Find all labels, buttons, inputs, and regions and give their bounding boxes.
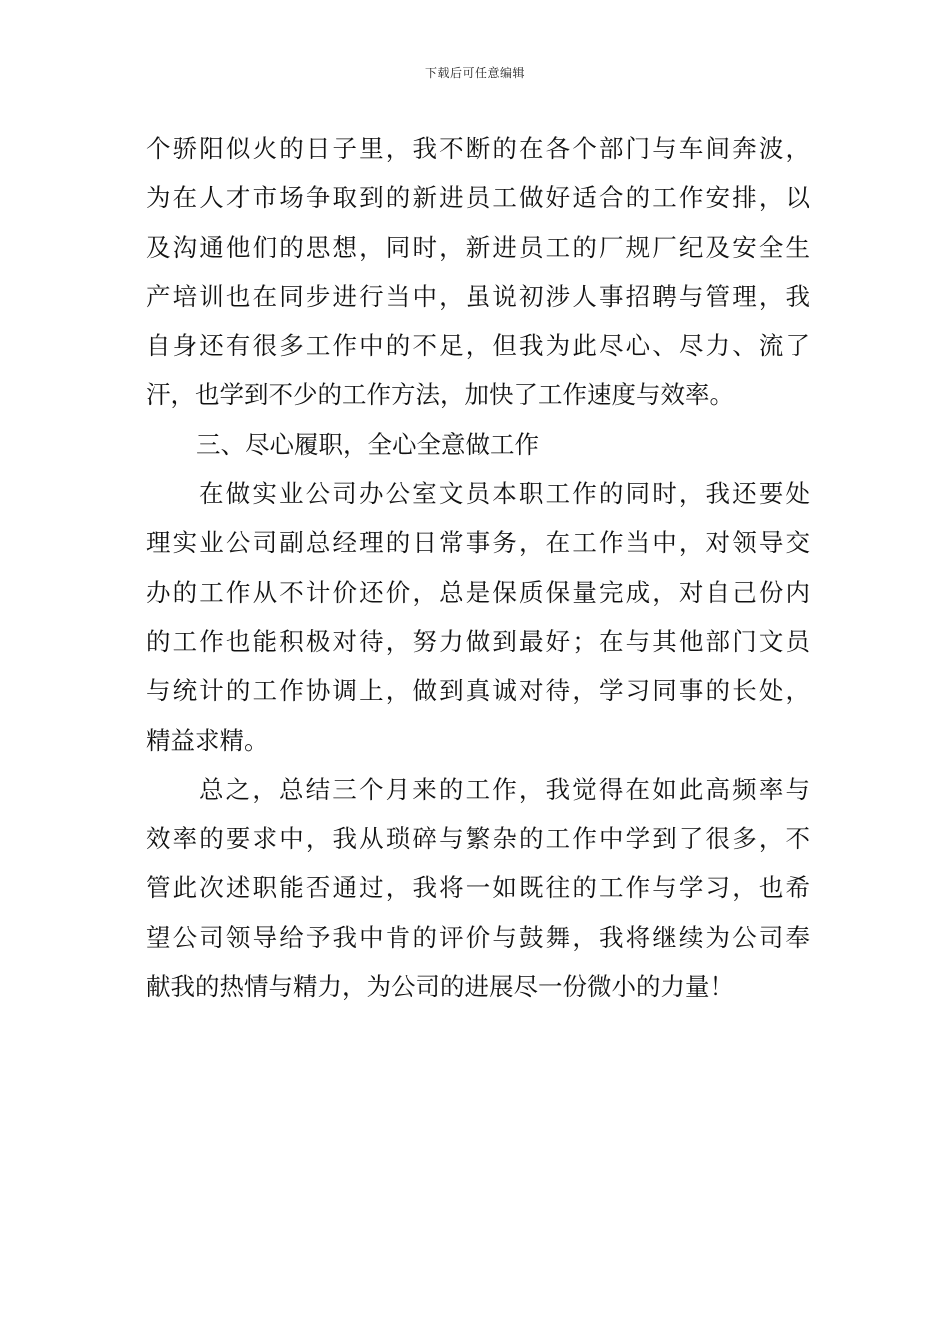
text-line: 与统计的工作协调上，做到真诚对待，学习同事的长处，: [146, 676, 810, 706]
text-line: 管此次述职能否通过，我将一如既往的工作与学习，也希: [146, 873, 810, 903]
text-line: 汗，也学到不少的工作方法，加快了工作速度与效率。: [146, 380, 734, 410]
text-line: 的工作也能积极对待，努力做到最好；在与其他部门文员: [146, 626, 810, 656]
text-line: 在做实业公司办公室文员本职工作的同时，我还要处: [199, 479, 810, 509]
text-line: 献我的热情与精力，为公司的进展尽一份微小的力量！: [146, 972, 734, 1002]
page-header: 下载后可任意编辑: [424, 66, 525, 80]
text-line: 及沟通他们的思想，同时，新进员工的厂规厂纪及安全生: [146, 232, 810, 262]
text-line: 为在人才市场争取到的新进员工做好适合的工作安排，以: [146, 183, 810, 213]
text-line: 产培训也在同步进行当中，虽说初涉人事招聘与管理，我: [146, 281, 810, 311]
text-line: 自身还有很多工作中的不足，但我为此尽心、尽力、流了: [146, 331, 810, 361]
text-line: 精益求精。: [146, 725, 269, 755]
paragraph-intro-continued: [146, 124, 810, 420]
text-line: 望公司领导给予我中肯的评价与鼓舞，我将继续为公司奉: [146, 922, 810, 952]
document-body: [146, 124, 810, 1011]
section-heading: [146, 420, 810, 469]
section-heading-text: 三、尽心履职，全心全意做工作: [196, 429, 539, 459]
paragraph-duties: [146, 469, 810, 765]
text-line: 理实业公司副总经理的日常事务，在工作当中，对领导交: [146, 528, 810, 558]
paragraph-conclusion: [146, 765, 810, 1011]
text-line: 效率的要求中，我从琐碎与繁杂的工作中学到了很多，不: [146, 824, 810, 854]
text-line: 个骄阳似火的日子里，我不断的在各个部门与车间奔波，: [146, 134, 810, 163]
text-line: 办的工作从不计价还价，总是保质保量完成，对自己份内: [146, 577, 810, 607]
text-line: 总之，总结三个月来的工作，我觉得在如此高频率与: [199, 774, 810, 804]
